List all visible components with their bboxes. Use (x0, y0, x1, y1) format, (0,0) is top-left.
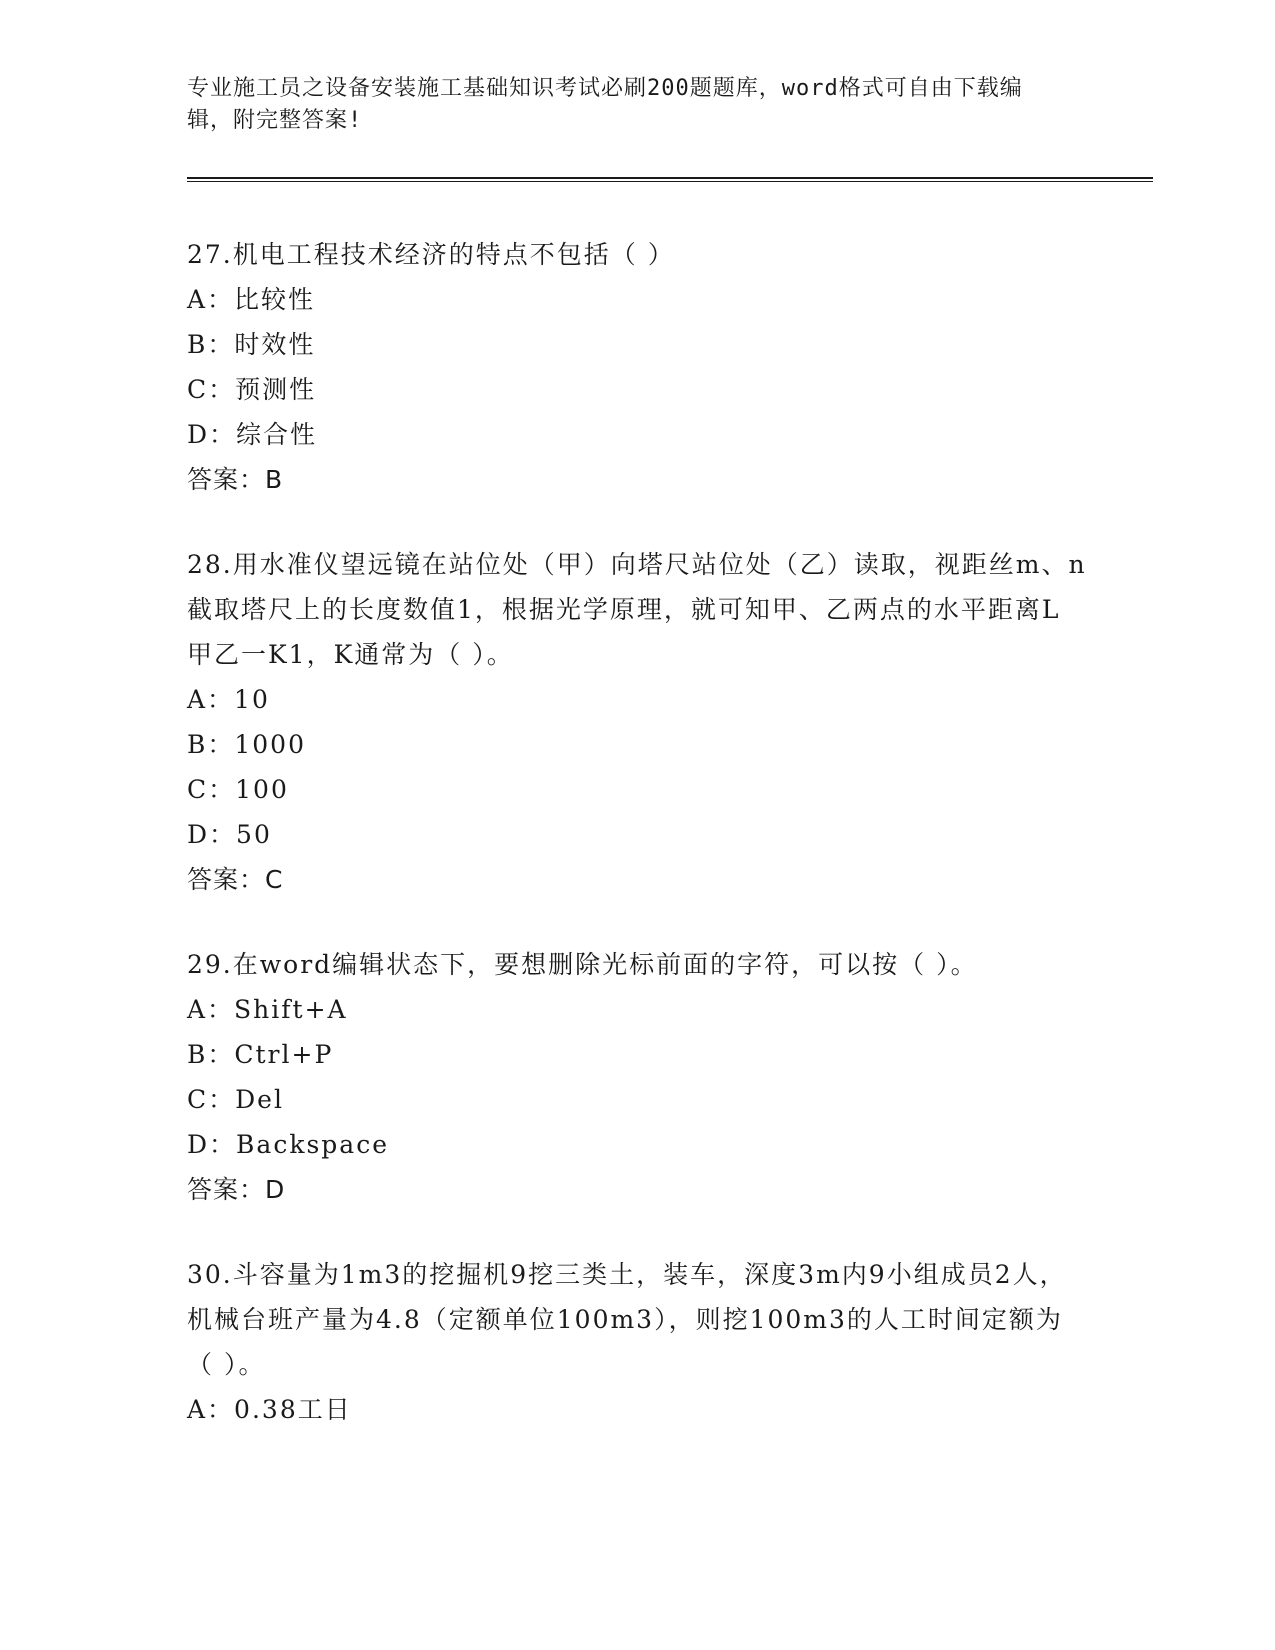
option-a: A：比较性 (187, 285, 316, 314)
option-c: C：预测性 (187, 375, 317, 404)
option-a: A：0.38工日 (187, 1395, 352, 1424)
question-stem: 30.斗容量为1m3的挖掘机9挖三类土，装车，深度3m内9小组成员2人，机械台班产量为4.8（定额单位100m3），则挖100m3的人工时间定额为（ ）。 (187, 1260, 1067, 1379)
option-b: B：1000 (187, 730, 306, 759)
answer-label: 答案：D (187, 1175, 286, 1204)
question-item (187, 942, 1087, 1212)
header-divider (187, 177, 1153, 182)
option-b: B：Ctrl+P (187, 1040, 334, 1069)
question-item (187, 232, 1087, 502)
option-a: A：10 (187, 685, 270, 714)
option-c: C：100 (187, 775, 289, 804)
option-c: C：Del (187, 1085, 284, 1114)
question-stem: 29.在word编辑状态下，要想删除光标前面的字符，可以按（ ）。 (187, 950, 978, 979)
option-d: D：综合性 (187, 420, 318, 449)
option-d: D：50 (187, 820, 272, 849)
question-stem: 28.用水准仪望远镜在站位处（甲）向塔尺站位处（乙）读取，视距丝m、n截取塔尺上的长度数值1，根据光学原理，就可知甲、乙两点的水平距离L甲乙一K1，K通常为（ ）。 (187, 550, 1087, 669)
option-a: A：Shift+A (187, 995, 348, 1024)
document-header (187, 73, 1067, 137)
header-title: 专业施工员之设备安装施工基础知识考试必刷200题题库，word格式可自由下载编辑，附完整答案! (187, 76, 1023, 133)
question-list (187, 232, 1087, 1472)
question-item (187, 1252, 1087, 1432)
answer-label: 答案：B (187, 465, 284, 494)
answer-label: 答案：C (187, 865, 284, 894)
option-b: B：时效性 (187, 330, 316, 359)
question-stem: 27.机电工程技术经济的特点不包括（ ） (187, 240, 675, 269)
question-item (187, 542, 1087, 902)
option-d: D：Backspace (187, 1130, 390, 1159)
